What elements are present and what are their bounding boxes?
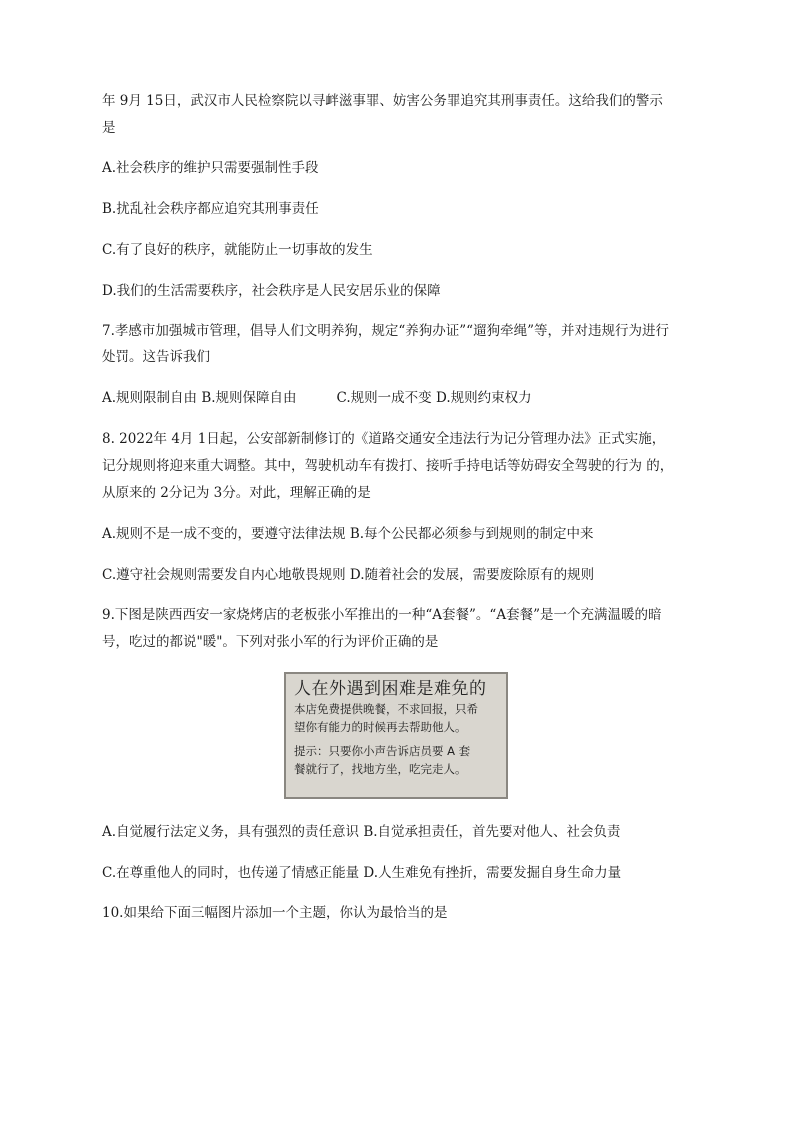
notice-line-2: 望你有能力的时候再去帮助他人。: [294, 720, 467, 734]
intro-line-2: 是: [102, 120, 116, 136]
q9-stem-line-1: 9.下图是陕西西安一家烧烤店的老板张小军推出的一种“A套餐”。“A套餐”是一个充满温暖的暗: [102, 607, 662, 623]
q8-options-cd: C.遵守社会规则需要发自内心地敬畏规则 D.随着社会的发展，需要废除原有的规则: [102, 567, 595, 583]
q7-options-cd: C.规则一成不变 D.规则约束权力: [336, 390, 532, 406]
q8-stem-line-2: 记分规则将迎来重大调整。其中，驾驶机动车有拨打、接听手持电话等妨碍安全驾驶的行为 的，: [102, 458, 674, 474]
q8-stem-line-1: 8. 2022年 4月 1日起，公安部新制修订的《道路交通安全违法行为记分管理办法》正式实施，: [102, 431, 666, 447]
q7-stem-line-2: 处罚。这告诉我们: [102, 349, 210, 365]
q6-option-d: D.我们的生活需要秩序，社会秩序是人民安居乐业的保障: [102, 283, 441, 299]
q7-options: [102, 389, 532, 407]
q6-option-c: C.有了良好的秩序，就能防止一切事故的发生: [102, 242, 373, 258]
notice-line-4: 餐就行了，找地方坐，吃完走人。: [294, 762, 467, 776]
q6-option-a: A.社会秩序的维护只需要强制性手段: [102, 160, 319, 176]
q8-stem-line-3: 从原来的 2分记为 3分。对此，理解正确的是: [102, 485, 371, 501]
q6-option-b: B.扰乱社会秩序都应追究其刑事责任: [102, 201, 319, 217]
intro-line-1: 年 9月 15日，武汉市人民检察院以寻衅滋事罪、妨害公务罪追究其刑事责任。这给我们的警示: [102, 93, 663, 109]
notice-line-3: 提示：只要你小声告诉店员要 A 套: [294, 744, 471, 758]
q7-stem-line-1: 7.孝感市加强城市管理，倡导人们文明养狗，规定“养狗办证”“遛狗牵绳”等，并对违规行为进行: [102, 323, 669, 339]
q9-options-ab: A.自觉履行法定义务，具有强烈的责任意识 B.自觉承担责任，首先要对他人、社会负责: [102, 824, 621, 840]
q9-options-cd: C.在尊重他人的同时，也传递了情感正能量 D.人生难免有挫折，需要发掘自身生命力量: [102, 865, 622, 881]
q7-options-ab: A.规则限制自由 B.规则保障自由: [102, 390, 297, 406]
notice-title: 人在外遇到困难是难免的: [294, 679, 487, 699]
restaurant-notice-image: [284, 672, 508, 799]
q10-stem: 10.如果给下面三幅图片添加一个主题，你认为最恰当的是: [102, 905, 448, 921]
notice-line-1: 本店免费提供晚餐，不求回报，只希: [294, 702, 478, 716]
q9-stem-line-2: 号，吃过的都说"暖"。下列对张小军的行为评价正确的是: [102, 634, 439, 650]
q8-options-ab: A.规则不是一成不变的，要遵守法律法规 B.每个公民都必须参与到规则的制定中来: [102, 526, 594, 542]
